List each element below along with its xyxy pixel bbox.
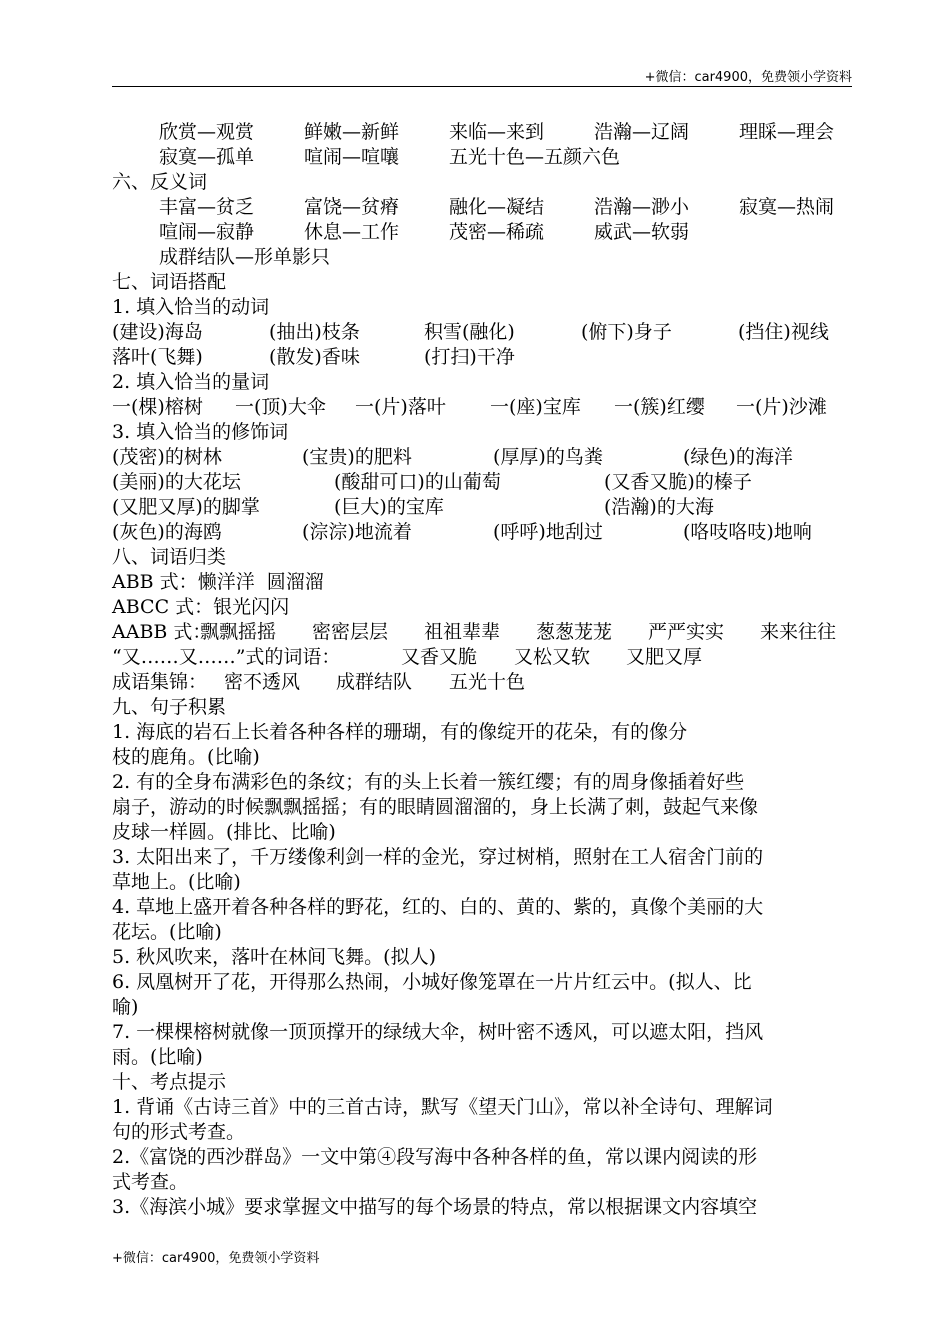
sentence-line: 4. 草地上盛开着各种各样的野花，红的、白的、黄的、紫的，真像个美丽的大 xyxy=(112,896,764,918)
verb-item: (挡住)视线 xyxy=(738,321,829,343)
antonym-pair: 茂密—稀疏 xyxy=(449,221,545,243)
measure-item: 一(顶)大伞 xyxy=(235,396,326,418)
verb-item: (建设)海岛 xyxy=(112,321,203,343)
antonym-pair: 融化—凝结 xyxy=(449,196,545,218)
abb-label: ABB 式： xyxy=(112,571,198,593)
idioms-label: 成语集锦： xyxy=(112,671,208,693)
measure-item: 一(棵)榕树 xyxy=(112,396,203,418)
measure-item: 一(座)宝库 xyxy=(490,396,581,418)
synonym-pair: 五光十色—五颜六色 xyxy=(449,146,621,168)
idioms-row xyxy=(112,670,852,695)
tip-line: 式考查。 xyxy=(112,1171,189,1193)
subsection-title-verbs: 1. 填入恰当的动词 xyxy=(112,296,270,318)
abcc-row xyxy=(112,595,852,620)
abb-row xyxy=(112,570,852,595)
synonym-pair: 欣赏—观赏 xyxy=(159,121,255,143)
sentence-line: 皮球一样圆。(排比、比喻) xyxy=(112,821,336,843)
modifier-item: (浩瀚)的大海 xyxy=(604,496,714,518)
aabb-item: 葱葱茏茏 xyxy=(536,621,613,643)
modifier-item: (酸甜可口)的山葡萄 xyxy=(334,471,501,493)
tip-line: 1. 背诵《古诗三首》中的三首古诗，默写《望天门山》，常以补全诗句、理解词 xyxy=(112,1096,773,1118)
antonym-pair: 休息—工作 xyxy=(304,221,400,243)
sentence-line: 3. 太阳出来了，千万缕像利剑一样的金光，穿过树梢，照射在工人宿舍门前的 xyxy=(112,846,764,868)
you-you-item: 又肥又厚 xyxy=(626,646,703,668)
tip-line: 2.《富饶的西沙群岛》一文中第④段写海中各种各样的鱼，常以课内阅读的形 xyxy=(112,1146,758,1168)
synonym-row xyxy=(112,145,852,170)
abcc-items: 银光闪闪 xyxy=(213,596,290,618)
abcc-label: ABCC 式： xyxy=(112,596,214,618)
aabb-row xyxy=(112,620,852,645)
modifier-item: (茂密)的树林 xyxy=(112,446,222,468)
antonym-pair: 丰富—贫乏 xyxy=(159,196,255,218)
verb-item: (打扫)干净 xyxy=(424,346,515,368)
verb-item: (散发)香味 xyxy=(269,346,360,368)
modifier-item: (巨大)的宝库 xyxy=(334,496,444,518)
synonym-row xyxy=(112,120,852,145)
verb-item: 积雪(融化) xyxy=(424,321,515,343)
page-footer-note: +微信：car4900，免费领小学资料 xyxy=(112,1251,320,1266)
sentence-line: 花坛。(比喻) xyxy=(112,921,222,943)
antonym-pair: 寂寞—热闹 xyxy=(739,196,835,218)
verb-row xyxy=(112,345,852,370)
sentence-line: 7. 一棵棵榕树就像一顶顶撑开的绿绒大伞，树叶密不透风，可以遮太阳，挡风 xyxy=(112,1021,764,1043)
modifier-item: (美丽)的大花坛 xyxy=(112,471,241,493)
modifier-item: (淙淙)地流着 xyxy=(302,521,412,543)
you-you-row xyxy=(112,645,852,670)
idiom-item: 密不透风 xyxy=(224,671,301,693)
abb-items: 懒洋洋 圆溜溜 xyxy=(197,571,324,593)
modifier-row xyxy=(112,520,852,545)
idiom-item: 成群结队 xyxy=(336,671,413,693)
antonym-pair: 富饶—贫瘠 xyxy=(304,196,400,218)
synonym-pair: 喧闹—喧嚷 xyxy=(304,146,400,168)
sentence-line: 6. 凤凰树开了花，开得那么热闹，小城好像笼罩在一片片红云中。(拟人、比 xyxy=(112,971,752,993)
section-title-classification: 八、词语归类 xyxy=(112,546,227,568)
modifier-item: (咯吱咯吱)地响 xyxy=(683,521,812,543)
sentence-line: 雨。(比喻) xyxy=(112,1046,203,1068)
measure-item: 一(片)沙滩 xyxy=(736,396,827,418)
modifier-item: (厚厚)的鸟粪 xyxy=(493,446,603,468)
modifier-row xyxy=(112,445,852,470)
section-title-tips: 十、考点提示 xyxy=(112,1071,227,1093)
synonym-pair: 鲜嫩—新鲜 xyxy=(304,121,400,143)
tip-line: 句的形式考查。 xyxy=(112,1121,246,1143)
subsection-title-modifiers: 3. 填入恰当的修饰词 xyxy=(112,421,289,443)
aabb-item: 祖祖辈辈 xyxy=(424,621,501,643)
sentence-line: 草地上。(比喻) xyxy=(112,871,241,893)
modifier-item: (灰色)的海鸥 xyxy=(112,521,222,543)
page-header-note: +微信：car4900，免费领小学资料 xyxy=(644,70,852,85)
you-you-item: 又香又脆 xyxy=(401,646,478,668)
verb-item: (俯下)身子 xyxy=(581,321,672,343)
document-body xyxy=(112,120,852,1220)
aabb-item: 来来往往 xyxy=(760,621,837,643)
aabb-item: 密密层层 xyxy=(312,621,389,643)
tip-line: 3.《海滨小城》要求掌握文中描写的每个场景的特点，常以根据课文内容填空 xyxy=(112,1196,758,1218)
modifier-item: (又香又脆)的榛子 xyxy=(604,471,752,493)
verb-row xyxy=(112,320,852,345)
sentence-line: 2. 有的全身布满彩色的条纹；有的头上长着一簇红缨；有的周身像插着好些 xyxy=(112,771,745,793)
sentence-line: 1. 海底的岩石上长着各种各样的珊瑚，有的像绽开的花朵，有的像分 xyxy=(112,721,688,743)
modifier-row xyxy=(112,470,852,495)
sentence-line: 扇子，游动的时候飘飘摇摇；有的眼睛圆溜溜的，身上长满了刺，鼓起气来像 xyxy=(112,796,759,818)
subsection-title-measures: 2. 填入恰当的量词 xyxy=(112,371,270,393)
synonym-pair: 寂寞—孤单 xyxy=(159,146,255,168)
verb-item: 落叶(飞舞) xyxy=(112,346,203,368)
antonym-pair: 浩瀚—渺小 xyxy=(594,196,690,218)
measure-row xyxy=(112,395,852,420)
antonym-pair: 喧闹—寂静 xyxy=(159,221,255,243)
synonym-pair: 浩瀚—辽阔 xyxy=(594,121,690,143)
aabb-item: 飘飘摇摇 xyxy=(200,621,277,643)
modifier-item: (绿色)的海洋 xyxy=(683,446,793,468)
antonym-row xyxy=(112,245,852,270)
section-title-antonyms: 六、反义词 xyxy=(112,171,208,193)
section-title-sentences: 九、句子积累 xyxy=(112,696,227,718)
section-title-collocation: 七、词语搭配 xyxy=(112,271,227,293)
header-rule xyxy=(112,86,852,87)
antonym-row xyxy=(112,220,852,245)
verb-item: (抽出)枝条 xyxy=(269,321,360,343)
antonym-pair: 成群结队—形单影只 xyxy=(159,246,331,268)
measure-item: 一(簇)红缨 xyxy=(614,396,705,418)
aabb-label: AABB 式： xyxy=(112,621,212,643)
measure-item: 一(片)落叶 xyxy=(355,396,446,418)
modifier-item: (宝贵)的肥料 xyxy=(302,446,412,468)
you-you-label: “又……又……”式的词语： xyxy=(112,646,341,668)
antonym-pair: 威武—软弱 xyxy=(594,221,690,243)
sentence-line: 喻) xyxy=(112,996,139,1018)
modifier-item: (呼呼)地刮过 xyxy=(493,521,603,543)
antonym-row xyxy=(112,195,852,220)
aabb-item: 严严实实 xyxy=(648,621,725,643)
synonym-pair: 理睬—理会 xyxy=(739,121,835,143)
sentence-line: 5. 秋风吹来，落叶在林间飞舞。(拟人) xyxy=(112,946,436,968)
modifier-row xyxy=(112,495,852,520)
modifier-item: (又肥又厚)的脚掌 xyxy=(112,496,260,518)
sentence-line: 枝的鹿角。(比喻) xyxy=(112,746,260,768)
you-you-item: 又松又软 xyxy=(514,646,591,668)
synonym-pair: 来临—来到 xyxy=(449,121,545,143)
idiom-item: 五光十色 xyxy=(449,671,526,693)
